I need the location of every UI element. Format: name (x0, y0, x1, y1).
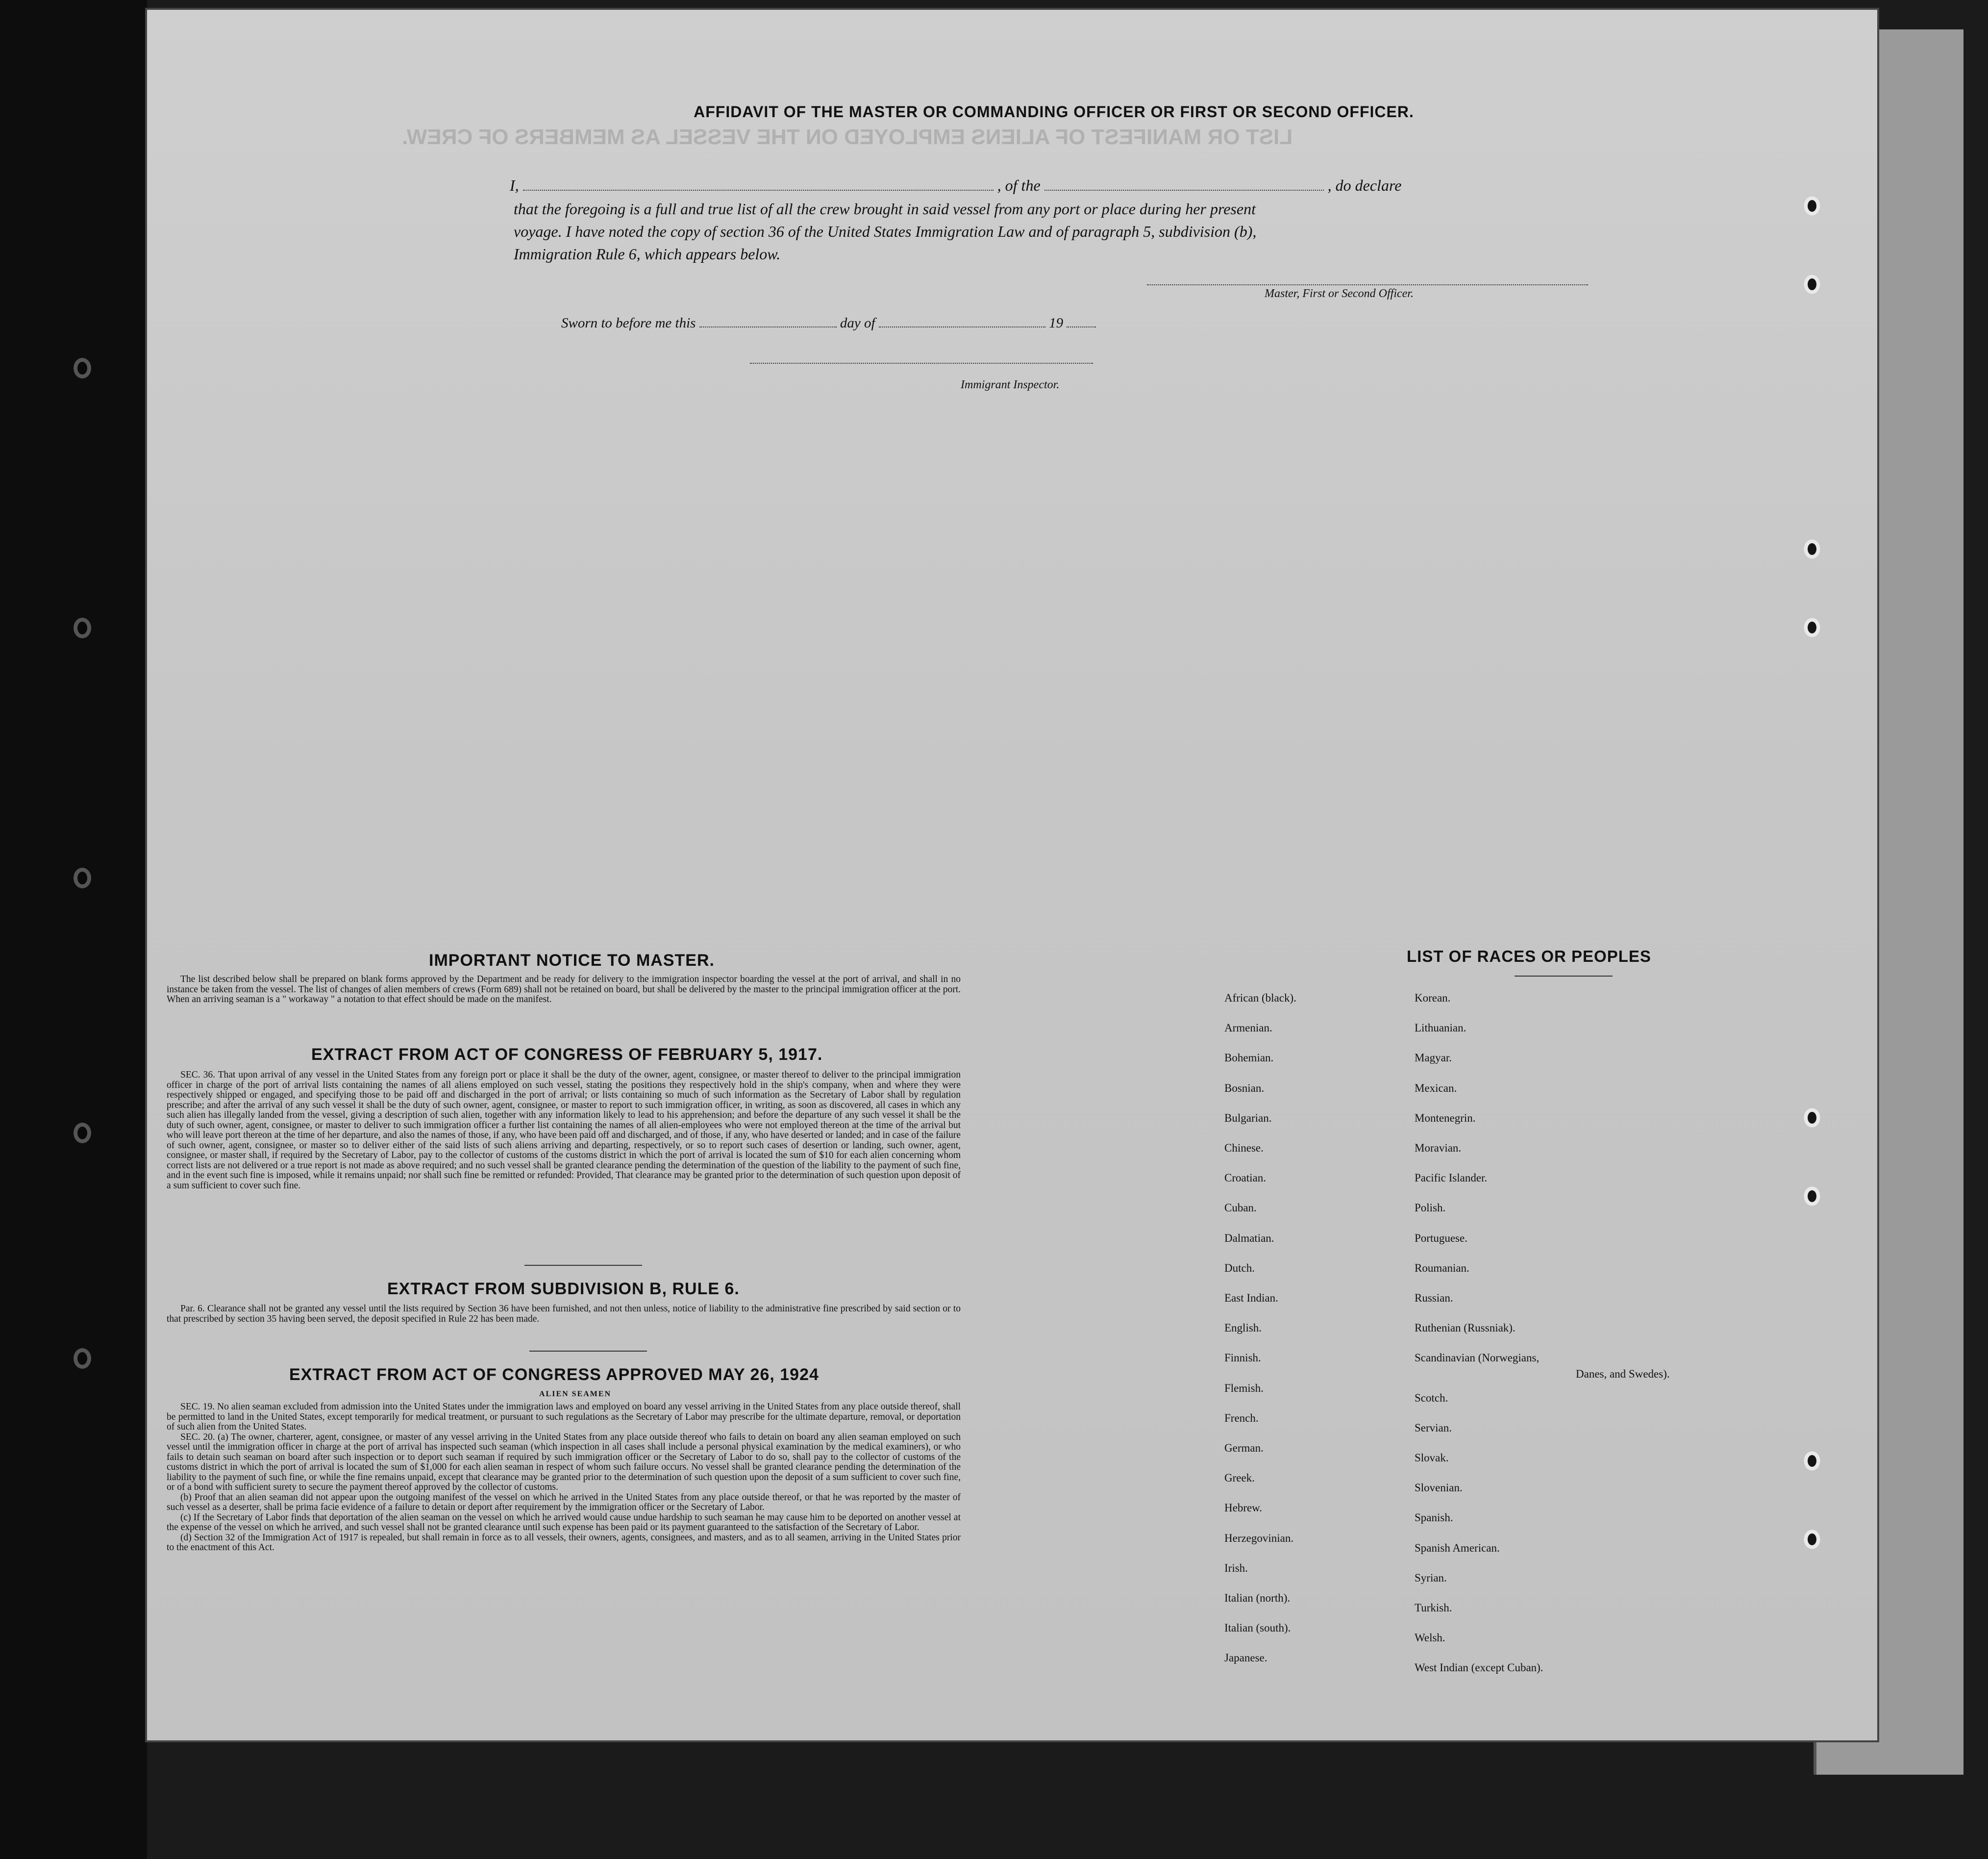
sworn-day-field[interactable] (699, 314, 837, 327)
binder-hole-icon (74, 618, 91, 638)
race-item: Scotch. (1415, 1391, 1448, 1404)
race-item: Italian (north). (1224, 1592, 1291, 1604)
extract-1924-title: EXTRACT FROM ACT OF CONGRESS APPROVED MAY 26, 1924 (289, 1365, 819, 1384)
race-item: Bohemian. (1224, 1052, 1274, 1064)
extract-1917-title: EXTRACT FROM ACT OF CONGRESS OF FEBRUARY 5, 1917. (311, 1045, 823, 1064)
sec19-paragraph: SEC. 19. No alien seaman excluded from admission into the United States under the immigration laws and employed on board any vessel arriving in the United States from any place outside thereof, shall be permitted to land in the United States, except temporarily for medical treatment, or pursuant to such regulations as the Secretary of Labor may prescribe for the ultimate departure, removal, or deportation of such alien from the United States. (167, 1402, 961, 1432)
scanner-edge-left (0, 0, 147, 1859)
race-item: German. (1224, 1442, 1264, 1454)
race-item: Cuban. (1224, 1202, 1257, 1214)
sec20b-paragraph: (b) Proof that an alien seaman did not appear upon the outgoing manifest of the vessel on which he arrived in the United States from any place outside thereof, or that he was reported by the master of such vessel as a deserter, shall be prima facie evidence of a failure to detain or deport after requirement by the immigration officer or the Secretary of Labor. (167, 1492, 961, 1512)
extract-rule6-text (167, 1304, 961, 1324)
race-item: Russian. (1415, 1292, 1453, 1304)
race-item: East Indian. (1224, 1292, 1278, 1304)
punch-hole-icon (1804, 1530, 1820, 1549)
race-item: Magyar. (1415, 1052, 1452, 1064)
sworn-day-of: day of (840, 315, 875, 331)
affidavit-line-1 (510, 176, 1401, 195)
affidavit-line-2: that the foregoing is a full and true list of all the crew brought in said vessel from any port or place during her present (514, 200, 1256, 218)
binder-hole-icon (74, 1348, 91, 1369)
race-item: Herzegovinian. (1224, 1532, 1294, 1544)
race-item: Korean. (1415, 992, 1451, 1004)
extract-rule6-title: EXTRACT FROM SUBDIVISION B, RULE 6. (387, 1280, 740, 1298)
bleed-through-header: LIST OR MANIFEST OF ALIENS EMPLOYED ON THE VESSEL AS MEMBERS OF CREW. (402, 125, 1293, 149)
race-item: Slovenian. (1415, 1482, 1463, 1494)
race-item: Irish. (1224, 1561, 1248, 1574)
race-item: Portuguese. (1415, 1231, 1467, 1244)
race-item: Hebrew. (1224, 1502, 1263, 1514)
rule6-paragraph: Par. 6. Clearance shall not be granted any vessel until the lists required by Section 36 have been furnished, and not then unless, notice of liability to the administrative fine prescribed by said section or to that prescribed by section 35 having been served, the deposit specified in Rule 22 has been made. (167, 1304, 961, 1324)
affidavit-line-3: voyage. I have noted the copy of section 36 of the United States Immigration Law and of paragraph 5, subdivision (b), (514, 223, 1257, 240)
race-item: Slovak. (1415, 1452, 1449, 1464)
race-item: Ruthenian (Russniak). (1415, 1322, 1516, 1334)
race-item: Italian (south). (1224, 1622, 1291, 1634)
race-scandinavian-continuation: Danes, and Swedes). (1576, 1368, 1670, 1380)
punch-hole-icon (1804, 1451, 1820, 1471)
sworn-month-field[interactable] (879, 314, 1045, 327)
race-item: Spanish American. (1415, 1541, 1500, 1554)
extract-1924-text (167, 1402, 961, 1553)
sec20a-paragraph: SEC. 20. (a) The owner, charterer, agent, consignee, or master of any vessel arriving in the United States from any place outside thereof who fails to detain on board any alien seaman employed on such vessel until the immigration officer in charge at the port of arrival has inspected such seaman (which inspection in all cases shall include a personal physical examination by the medical examiners), or who fails to detain such seaman on board after such inspection or to deport such seaman if required by such immigration officer or the Secretary of Labor to do so, shall pay to the collector of customs of the customs district in which the port of arrival is located the sum of $1,000 for each alien seaman in respect of whom such failure occurs. No vessel shall be granted clearance pending the determination of the liability to the payment of such fine, or while the fine remains unpaid, except that clearance may be granted prior to the determination of such question upon the deposit of a sum sufficient to cover such fine, or of a bond with sufficient surety to secure the payment thereof approved by the collector of customs. (167, 1432, 961, 1492)
race-item: Moravian. (1415, 1142, 1462, 1154)
affidavit-of-the: , of the (997, 176, 1041, 194)
race-item: Flemish. (1224, 1382, 1264, 1394)
race-item: English. (1224, 1322, 1262, 1334)
race-item: African (black). (1224, 992, 1296, 1004)
race-item: Lithuanian. (1415, 1022, 1466, 1034)
race-item: Dutch. (1224, 1261, 1255, 1274)
punch-hole-icon (1804, 1186, 1820, 1206)
race-item: West Indian (except Cuban). (1415, 1661, 1543, 1674)
manifest-page (147, 10, 1877, 1740)
race-item: Armenian. (1224, 1022, 1272, 1034)
race-item: Bulgarian. (1224, 1111, 1272, 1124)
race-item: Greek. (1224, 1472, 1255, 1484)
section-divider (524, 1265, 642, 1266)
notice-text (167, 975, 961, 1005)
declarant-name-field[interactable] (523, 177, 994, 191)
punch-hole-icon (1804, 618, 1820, 637)
race-item: Chinese. (1224, 1142, 1264, 1154)
race-item: Spanish. (1415, 1511, 1453, 1524)
punch-hole-icon (1804, 539, 1820, 559)
race-item: Welsh. (1415, 1632, 1445, 1644)
master-signature-field[interactable] (1147, 284, 1588, 285)
race-item: Pacific Islander. (1415, 1172, 1488, 1184)
binder-hole-icon (74, 358, 91, 378)
affidavit-title: AFFIDAVIT OF THE MASTER OR COMMANDING OFFICER OR FIRST OR SECOND OFFICER. (694, 103, 1414, 121)
race-item: Croatian. (1224, 1172, 1266, 1184)
race-item: Japanese. (1224, 1652, 1267, 1664)
race-item: French. (1224, 1411, 1259, 1424)
races-title-underline (1515, 976, 1613, 977)
race-item: Finnish. (1224, 1352, 1261, 1364)
sworn-year-prefix: 19 (1049, 315, 1064, 331)
sworn-line (561, 314, 1096, 331)
race-item: Roumanian. (1415, 1261, 1469, 1274)
races-title: LIST OF RACES OR PEOPLES (1407, 947, 1651, 965)
extract-1917-text (167, 1070, 961, 1191)
race-item: Servian. (1415, 1421, 1452, 1434)
notice-paragraph: The list described below shall be prepared on blank forms approved by the Department and be ready for delivery to the immigration inspector boarding the vessel at the port of arrival, and shall in no instance be taken from the vessel. The list of changes of alien members of crews (Form 689) shall not be retained on board, but shall be delivered by the master to the principal immigration officer at the port. When an arriving seaman is a " workaway " a notation to that effect should be made on the manifest. (167, 974, 961, 1005)
section-divider (529, 1351, 647, 1352)
race-item: Montenegrin. (1415, 1111, 1476, 1124)
inspector-signature-field[interactable] (750, 363, 1093, 364)
master-signature-label: Master, First or Second Officer. (1265, 287, 1414, 300)
affidavit-line-4: Immigration Rule 6, which appears below. (514, 245, 781, 263)
alien-seamen-subtitle: ALIEN SEAMEN (539, 1390, 612, 1398)
race-item: Bosnian. (1224, 1081, 1265, 1094)
race-item: Mexican. (1415, 1081, 1457, 1094)
sworn-text: Sworn to before me this (561, 315, 696, 331)
affidavit-do-declare: , do declare (1327, 176, 1402, 194)
race-item: Syrian. (1415, 1571, 1447, 1584)
race-item: Turkish. (1415, 1602, 1452, 1614)
vessel-name-field[interactable] (1044, 177, 1324, 191)
race-item: Polish. (1415, 1202, 1446, 1214)
punch-hole-icon (1804, 275, 1820, 294)
punch-hole-icon (1804, 1108, 1820, 1128)
binder-hole-icon (74, 1123, 91, 1143)
binder-hole-icon (74, 868, 91, 888)
inspector-signature-label: Immigrant Inspector. (961, 378, 1060, 391)
race-item: Dalmatian. (1224, 1231, 1274, 1244)
affidavit-i: I, (510, 176, 519, 194)
notice-title: IMPORTANT NOTICE TO MASTER. (429, 951, 715, 970)
sec20c-paragraph: (c) If the Secretary of Labor finds that deportation of the alien seaman on the vessel on which he arrived would cause undue hardship to such seaman he may cause him to be deported on another vessel at the expense of the vessel on which he arrived, and such vessel shall not be granted clearance until such expense has been paid or its payment guaranteed to the satisfaction of the Secretary of Labor. (167, 1512, 961, 1532)
sworn-year-field[interactable] (1067, 314, 1096, 327)
section-36-paragraph: SEC. 36. That upon arrival of any vessel in the United States from any foreign port or place it shall be the duty of the owner, agent, consignee, or master thereof to deliver to the principal immigration officer in charge of the port of arrival lists containing the names of all aliens employed on such vessel, stating the positions they respectively hold in the ship's company, when and where they were respectively shipped or engaged, and specifying those to be paid off and discharged in the port of arrival; or lists containing so much of such information as the Secretary of Labor shall by regulation prescribe; and after the arrival of any such vessel it shall be the duty of such owner, agent, consignee, or master to report to such immigration officer, in writing, as soon as discovered, all cases in which any such alien has illegally landed from the vessel, giving a description of such alien, together with any information likely to lead to his apprehension; and before the departure of any such vessel it shall be the duty of such owner, agent, consignee, or master to deliver to such immigration officer a further list containing the names of all alien-employees who were not employed thereon at the time of the arrival but who will leave port thereon at the time of her departure, and also the names of those, if any, who have been paid off and discharged, and of those, if any, who have deserted or landed; and in case of the failure of such owner, agent, consignee, or master so to deliver either of the said lists of such aliens arriving and departing, respectively, or so to report such cases of desertion or landing, such owner, agent, consignee, or master shall, if required by the Secretary of Labor, pay to the collector of customs of the customs district in which the port of arrival is located the sum of $10 for each alien concerning whom correct lists are not delivered or a true report is not made as above required; and no such vessel shall be granted clearance pending the determination of the question of the liability to the payment of such fine, and in the event such fine is imposed, while it remains unpaid; nor shall such fine be remitted or refunded: Provided, That clearance may be granted prior to the determination of such question upon deposit of a sum sufficient to cover such fine. (167, 1070, 961, 1191)
punch-hole-icon (1804, 196, 1820, 216)
sec20d-paragraph: (d) Section 32 of the Immigration Act of 1917 is repealed, but shall remain in force as to all vessels, their owners, agents, consignees, and masters, and as to all seamen, arriving in the United States prior to the enactment of this Act. (167, 1532, 961, 1553)
race-item: Scandinavian (Norwegians, (1415, 1352, 1540, 1364)
